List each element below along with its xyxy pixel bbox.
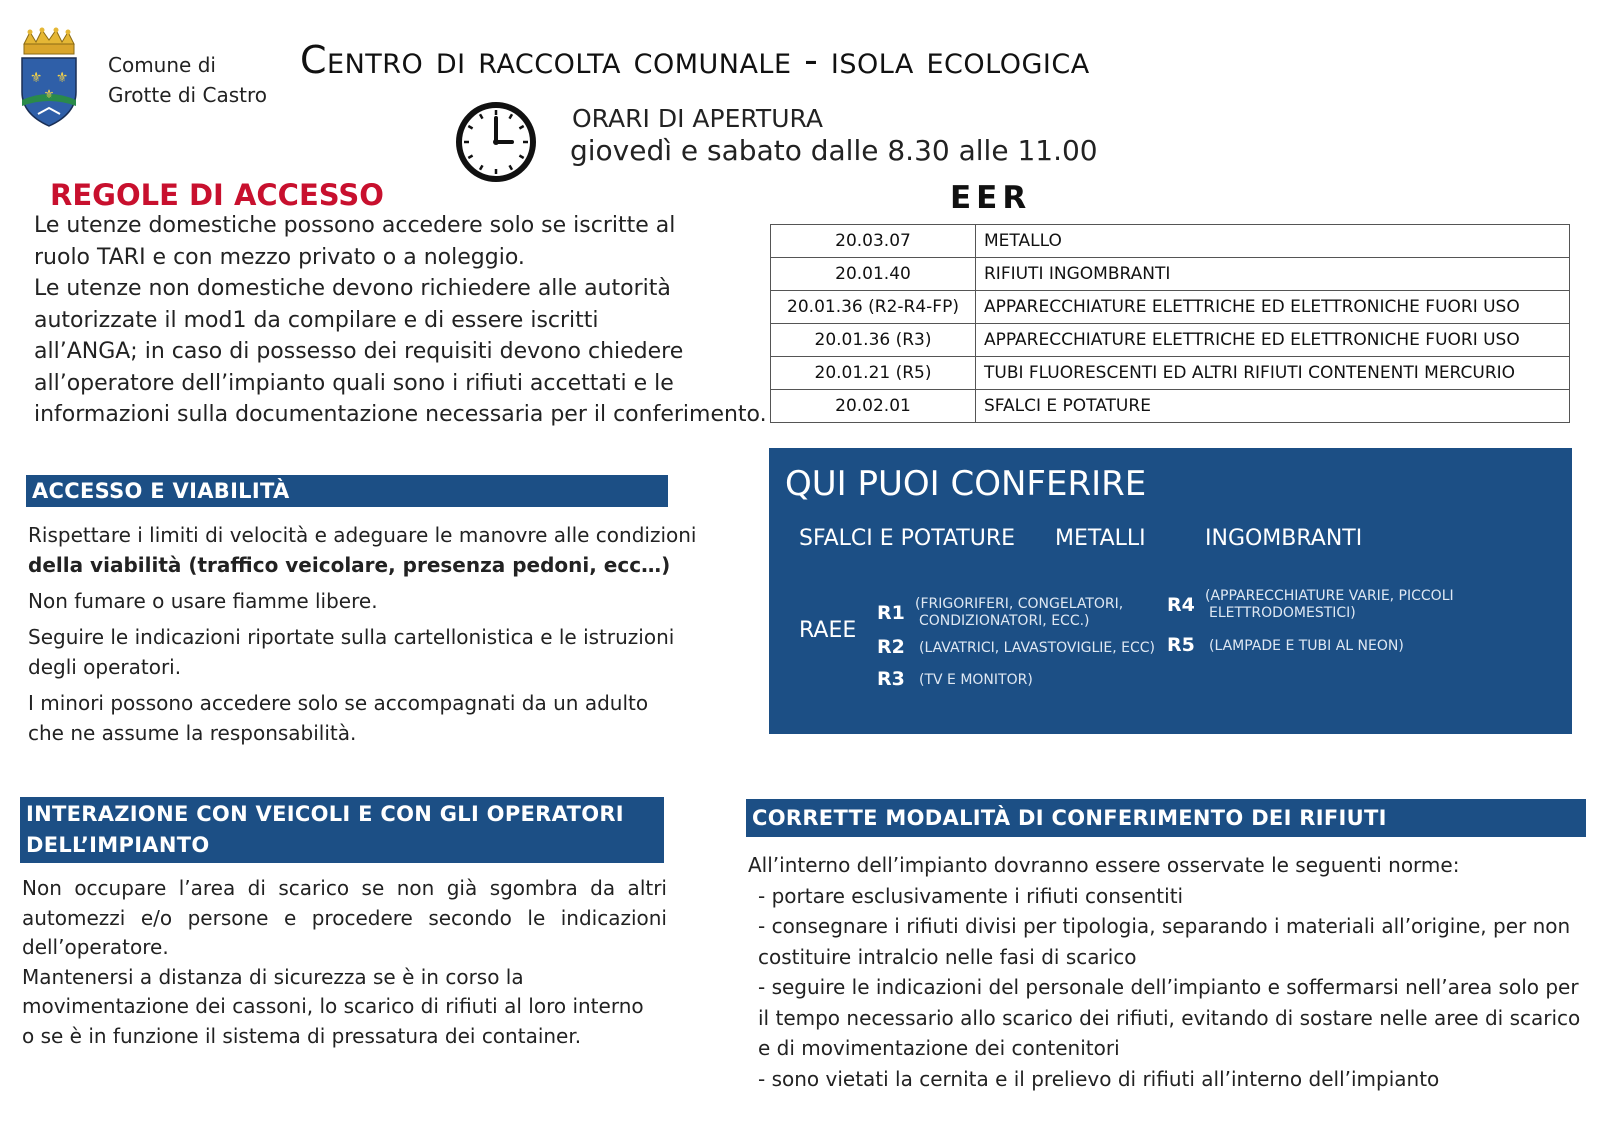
eer-code: 20.01.36 (R3) bbox=[771, 324, 976, 357]
raee-label: RAEE bbox=[799, 618, 857, 643]
eer-code: 20.03.07 bbox=[771, 225, 976, 258]
eer-description: APPARECCHIATURE ELETTRICHE ED ELETTRONICHE FUORI USO bbox=[976, 291, 1570, 324]
list-item: - seguire le indicazioni del personale dell’impianto e soffermarsi nell’area solo per il tempo necessario allo scarico dei rifiuti, evitando di sostare nelle aree di scarico e di movimentazione dei contenitori bbox=[758, 975, 1581, 1060]
raee-desc-line: ELETTRODOMESTICI) bbox=[1209, 605, 1356, 621]
raee-desc-r3: (TV E MONITOR) bbox=[919, 672, 1033, 688]
eer-description: SFALCI E POTATURE bbox=[976, 390, 1570, 423]
raee-desc-r5: (LAMPADE E TUBI AL NEON) bbox=[1209, 638, 1404, 654]
eer-code: 20.01.40 bbox=[771, 258, 976, 291]
opening-hours-detail: giovedì e sabato dalle 8.30 alle 11.00 bbox=[570, 134, 1098, 167]
eer-code: 20.01.36 (R2-R4-FP) bbox=[771, 291, 976, 324]
table-row bbox=[771, 225, 1570, 258]
accepted-waste-panel bbox=[769, 448, 1572, 734]
category-sfalci: SFALCI E POTATURE bbox=[799, 526, 1016, 551]
raee-code-r1: R1 bbox=[877, 602, 905, 624]
eer-description: METALLO bbox=[976, 225, 1570, 258]
raee-desc-r1 bbox=[915, 596, 1123, 630]
municipality-line2: Grotte di Castro bbox=[108, 83, 267, 107]
municipal-crest-logo bbox=[18, 26, 80, 128]
svg-text:⚜: ⚜ bbox=[29, 70, 43, 86]
eer-table bbox=[770, 224, 1570, 423]
municipality-name bbox=[108, 50, 267, 110]
section-header-access: ACCESSO E VIABILITÀ bbox=[26, 475, 668, 507]
raee-desc-r2: (LAVATRICI, LAVASTOVIGLIE, ECC) bbox=[919, 640, 1156, 656]
access-rule: Seguire le indicazioni riportate sulla cartellonistica e le istruzioni degli operatori. bbox=[28, 625, 675, 679]
svg-text:⚜: ⚜ bbox=[43, 87, 55, 101]
opening-hours-heading: ORARI DI APERTURA bbox=[572, 104, 823, 133]
access-rule-line: della viabilità (traffico veicolare, presenza pedoni, ecc…) bbox=[28, 553, 671, 577]
raee-code-r4: R4 bbox=[1167, 594, 1195, 616]
eer-title: EER bbox=[950, 180, 1032, 216]
rules-line: autorizzate il mod1 da compilare e di essere iscritti bbox=[34, 307, 599, 333]
section-header-correct-disposal: CORRETTE MODALITÀ DI CONFERIMENTO DEI RIFIUTI bbox=[746, 799, 1586, 837]
table-row bbox=[771, 324, 1570, 357]
raee-desc-r4 bbox=[1205, 588, 1454, 622]
accepted-waste-title: QUI PUOI CONFERIRE bbox=[785, 464, 1147, 504]
table-row bbox=[771, 291, 1570, 324]
eer-code: 20.01.21 (R5) bbox=[771, 357, 976, 390]
table-row bbox=[771, 357, 1570, 390]
interaction-paragraph: Mantenersi a distanza di sicurezza se è in corso la movimentazione dei cassoni, lo scarico di rifiuti al loro interno o se è in funzione il sistema di pressatura dei container. bbox=[22, 964, 644, 1048]
municipality-line1: Comune di bbox=[108, 53, 216, 77]
rules-line: all’ANGA; in caso di possesso dei requisiti devono chiedere bbox=[34, 339, 684, 364]
category-ingombranti: INGOMBRANTI bbox=[1205, 526, 1363, 551]
list-item: - sono vietati la cernita e il prelievo di rifiuti all’interno dell’impianto bbox=[758, 1066, 1440, 1091]
raee-desc-line: (APPARECCHIATURE VARIE, PICCOLI bbox=[1205, 588, 1454, 604]
access-rule-line: Rispettare i limiti di velocità e adeguare le manovre alle condizioni bbox=[28, 523, 697, 547]
eer-code: 20.02.01 bbox=[771, 390, 976, 423]
access-rule: Non fumare o usare fiamme libere. bbox=[28, 589, 378, 613]
interaction-text bbox=[22, 874, 667, 1051]
rules-title: REGOLE DI ACCESSO bbox=[50, 178, 384, 212]
access-rule: I minori possono accedere solo se accompagnati da un adulto che ne assume la responsabilità. bbox=[28, 691, 649, 745]
raee-code-r5: R5 bbox=[1167, 634, 1195, 656]
correct-disposal-intro: All’interno dell’impianto dovranno essere osservate le seguenti norme: bbox=[748, 853, 1460, 877]
rules-line: ruolo TARI e con mezzo privato o a noleggio. bbox=[34, 244, 525, 270]
page-title: Centro di raccolta comunale - isola ecologica bbox=[300, 38, 1090, 82]
eer-description: TUBI FLUORESCENTI ED ALTRI RIFIUTI CONTENENTI MERCURIO bbox=[976, 357, 1570, 390]
clock-icon bbox=[454, 100, 538, 184]
category-metalli: METALLI bbox=[1055, 526, 1146, 551]
correct-disposal-text bbox=[748, 850, 1594, 1094]
rules-line: informazioni sulla documentazione necessaria per il conferimento. bbox=[34, 402, 767, 427]
rules-line: Le utenze domestiche possono accedere solo se iscritte al bbox=[34, 213, 676, 238]
eer-description: APPARECCHIATURE ELETTRICHE ED ELETTRONICHE FUORI USO bbox=[976, 324, 1570, 357]
raee-code-r2: R2 bbox=[877, 636, 905, 658]
raee-desc-line: CONDIZIONATORI, ECC.) bbox=[919, 613, 1090, 629]
interaction-paragraph: Non occupare l’area di scarico se non già sgombra da altri automezzi e/o persone e procedere secondo le indicazioni dell’operatore. bbox=[22, 876, 667, 959]
rules-text bbox=[34, 210, 767, 431]
table-row bbox=[771, 258, 1570, 291]
list-item: - portare esclusivamente i rifiuti consentiti bbox=[758, 883, 1184, 908]
rules-line: all’operatore dell’impianto quali sono i rifiuti accettati e le bbox=[34, 370, 674, 396]
table-row bbox=[771, 390, 1570, 423]
list-item: - consegnare i rifiuti divisi per tipologia, separando i materiali all’origine, per non costituire intralcio nelle fasi di scarico bbox=[758, 914, 1571, 969]
rules-line: Le utenze non domestiche devono richiedere alle autorità bbox=[34, 276, 671, 301]
access-rules-text bbox=[28, 520, 728, 754]
raee-desc-line: (FRIGORIFERI, CONGELATORI, bbox=[915, 596, 1124, 612]
raee-code-r3: R3 bbox=[877, 668, 905, 690]
section-header-interaction: INTERAZIONE CON VEICOLI E CON GLI OPERATORI DELL’IMPIANTO bbox=[20, 797, 664, 863]
svg-text:⚜: ⚜ bbox=[55, 70, 69, 86]
eer-description: RIFIUTI INGOMBRANTI bbox=[976, 258, 1570, 291]
